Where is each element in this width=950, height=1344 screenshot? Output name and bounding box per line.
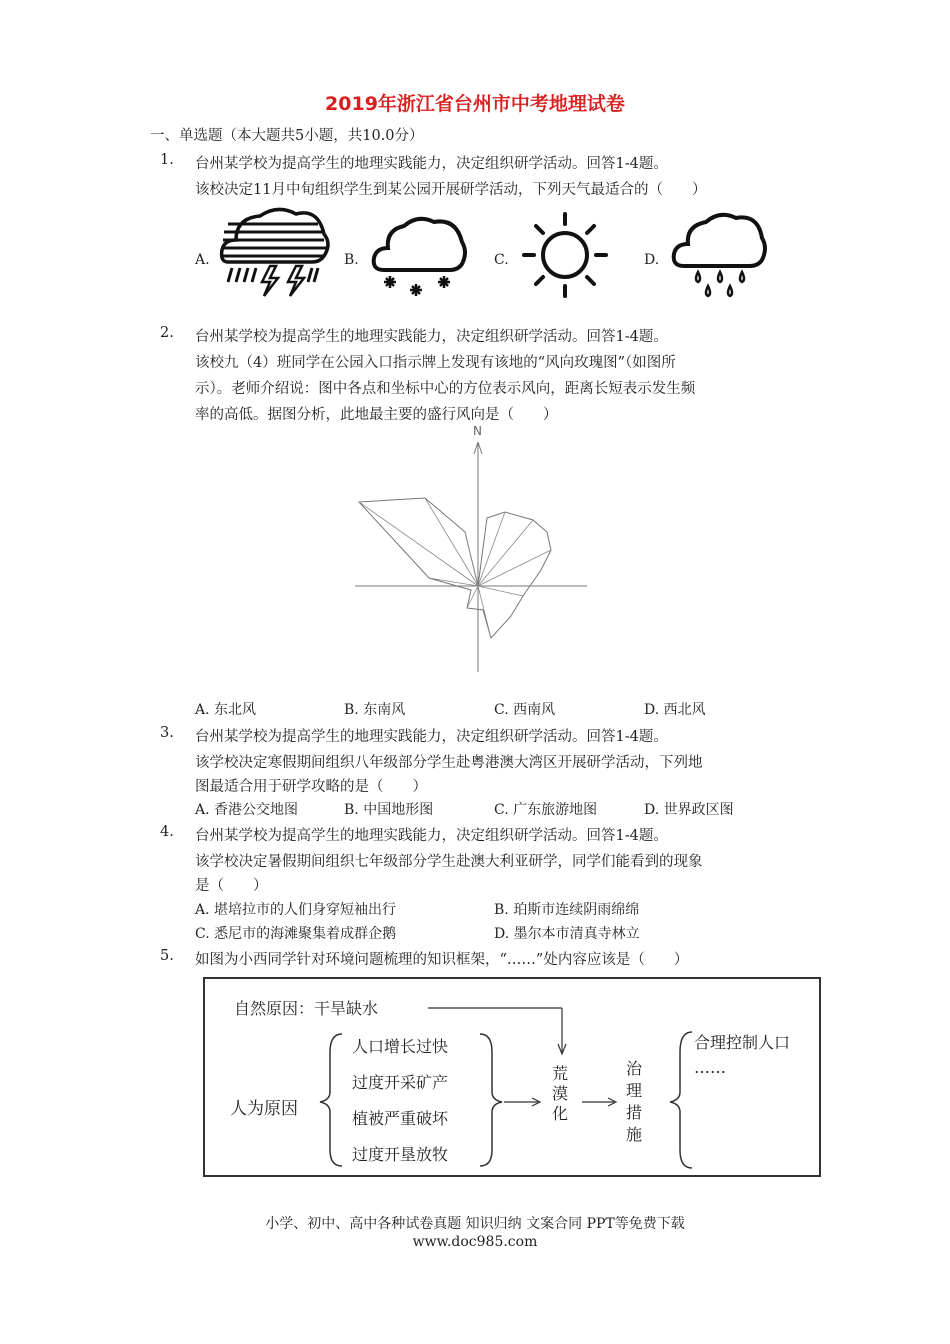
question-text: 该学校决定暑假期间组织七年级部分学生赴澳大利亚研学，同学们能看到的现象 (195, 854, 703, 870)
human-cause-label: 人为原因 (230, 1099, 298, 1119)
option-c-label: C. (494, 252, 509, 268)
question-text: 率的高低。据图分析，此地最主要的盛行风向是（ ） (195, 407, 558, 423)
option-b: B. 东南风 (344, 702, 406, 718)
sunny-icon (520, 210, 610, 300)
section-heading: 一、单选题（本大题共5小题，共10.0分） (150, 128, 424, 144)
option-c: C. 广东旅游地图 (494, 802, 598, 818)
knowledge-framework-diagram (202, 972, 824, 1179)
question-text: 示）。老师介绍说：图中各点和坐标中心的方位表示风向，距离长短表示发生频 (195, 381, 696, 397)
question-text: 是（ ） (195, 878, 268, 894)
result-desertification: 荒漠化 (552, 1064, 569, 1123)
wind-rose-diagram (355, 420, 595, 675)
question-text: 台州某学校为提高学生的地理实践能力，决定组织研学活动。回答1-4题。 (195, 828, 668, 844)
question-text: 台州某学校为提高学生的地理实践能力，决定组织研学活动。回答1-4题。 (195, 729, 668, 745)
question-text: 台州某学校为提高学生的地理实践能力，决定组织研学活动。回答1-4题。 (195, 329, 668, 345)
option-a: A. 堪培拉市的人们身穿短袖出行 (195, 902, 397, 918)
option-b: B. 中国地形图 (344, 802, 434, 818)
natural-cause: 自然原因：干旱缺水 (234, 999, 379, 1018)
thunderstorm-icon (218, 200, 333, 300)
option-a: A. 东北风 (195, 702, 257, 718)
option-b: B. 珀斯市连续阴雨绵绵 (494, 902, 640, 918)
measure-item: 合理控制人口 (694, 1033, 791, 1052)
question-number: 2. (160, 325, 174, 341)
rain-icon (668, 208, 768, 300)
option-d-label: D. (644, 252, 660, 268)
option-a: A. 香港公交地图 (195, 802, 299, 818)
human-cause-item: 过度开垦放牧 (352, 1145, 449, 1164)
question-text: 如图为小西同学针对环境问题梳理的知识框架，“……”处内容应该是（ ） (195, 952, 689, 968)
option-c: C. 悉尼市的海滩聚集着成群企鹅 (195, 926, 397, 942)
option-d: D. 世界政区图 (644, 802, 734, 818)
question-number: 1. (160, 152, 174, 168)
human-cause-item: 过度开采矿产 (352, 1073, 449, 1092)
footer-text: 小学、初中、高中各种试卷真题 知识归纳 文案合同 PPT等免费下载 (265, 1216, 685, 1232)
question-number: 3. (160, 725, 174, 741)
question-text: 该学校决定寒假期间组织八年级部分学生赴粤港澳大湾区开展研学活动，下列地 (195, 755, 703, 771)
option-d: D. 西北风 (644, 702, 706, 718)
human-cause-item: 人口增长过快 (352, 1037, 449, 1056)
footer-link[interactable]: www.doc985.com (412, 1234, 538, 1250)
human-cause-item: 植被严重破坏 (352, 1109, 449, 1128)
question-text: 台州某学校为提高学生的地理实践能力，决定组织研学活动。回答1-4题。 (195, 156, 668, 172)
page-title: 2019年浙江省台州市中考地理试卷 (325, 93, 625, 115)
question-text: 该校九（4）班同学在公园入口指示牌上发现有该地的“风向玫瑰图”（如图所 (195, 355, 676, 371)
question-text: 图最适合用于研学攻略的是（ ） (195, 779, 427, 795)
measures-label: 治理措施 (626, 1059, 643, 1144)
measure-placeholder: …… (694, 1058, 726, 1077)
option-c: C. 西南风 (494, 702, 556, 718)
option-a-label: A. (195, 252, 210, 268)
snow-icon (368, 210, 468, 300)
north-label: N (473, 424, 482, 438)
question-text: 该校决定11月中旬组织学生到某公园开展研学活动，下列天气最适合的（ ） (195, 182, 707, 198)
question-number: 5. (160, 948, 174, 964)
question-number: 4. (160, 824, 174, 840)
option-d: D. 墨尔本市清真寺林立 (494, 926, 640, 942)
option-b-label: B. (344, 252, 359, 268)
